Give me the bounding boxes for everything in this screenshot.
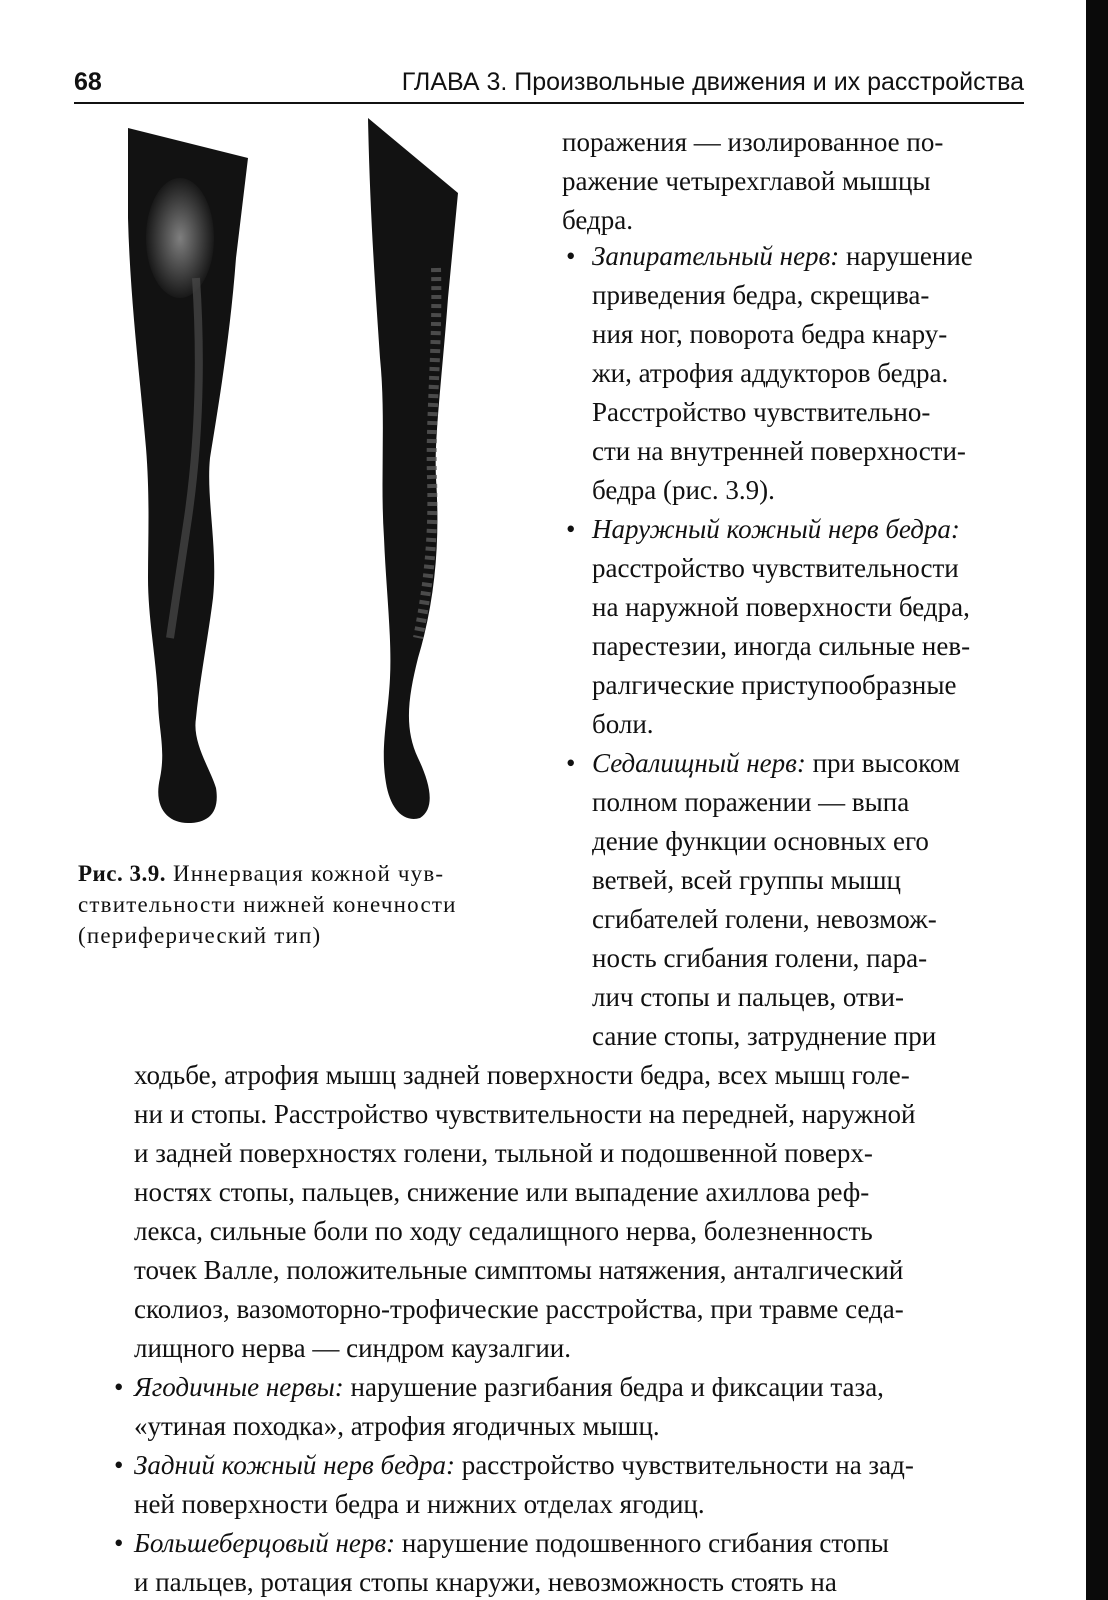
- term: Ягодичные нервы:: [134, 1372, 344, 1402]
- page-header: [74, 66, 1024, 104]
- text-line: расстройство чувствительности: [592, 553, 959, 583]
- text-line: «утиная походка», атрофия ягодичных мышц.: [134, 1411, 660, 1441]
- text-line: поражения — изолированное по-: [562, 127, 944, 157]
- caption-label: Рис. 3.9.: [78, 861, 167, 886]
- text-line: лекса, сильные боли по ходу седалищного нерва, болезненность: [134, 1216, 873, 1246]
- running-title: ГЛАВА 3. Произвольные движения и их расстройства: [401, 68, 1024, 96]
- list-item-first-line: Ягодичные нервы: нарушение разгибания бедра и фиксации таза,: [134, 1372, 884, 1402]
- bullet: •: [114, 1528, 124, 1558]
- text-line: бедра.: [562, 205, 633, 235]
- caption-line: ствительности нижней конечности: [78, 892, 457, 917]
- text-line: сти на внутренней поверхности-: [592, 436, 966, 466]
- text-line: бедра (рис. 3.9).: [592, 475, 775, 505]
- text-line: и задней поверхностях голени, тыльной и подошвенной поверх-: [134, 1138, 873, 1168]
- text-line: ния ног, поворота бедра кнару-: [592, 319, 948, 349]
- text-line: боли.: [592, 709, 654, 739]
- list-item-first-line: Запирательный нерв: нарушение: [592, 241, 973, 271]
- legs-figure: [118, 118, 478, 848]
- term: Запирательный нерв:: [592, 241, 840, 271]
- text-line: ни и стопы. Расстройство чувствительности на передней, наружной: [134, 1099, 916, 1129]
- figure-caption: [78, 858, 548, 951]
- caption-line: Иннервация кожной чув-: [172, 861, 445, 886]
- bullet: •: [566, 241, 576, 271]
- text-line: ходьбе, атрофия мышц задней поверхности бедра, всех мышц голе-: [134, 1060, 910, 1090]
- bullet: •: [566, 748, 576, 778]
- text-line: ветвей, всей группы мышц: [592, 865, 901, 895]
- page-number: 68: [74, 68, 102, 96]
- list-item-first-line: Задний кожный нерв бедра: расстройство чувствительности на зад-: [134, 1450, 914, 1480]
- text-line: Расстройство чувствительно-: [592, 397, 931, 427]
- text-line: парестезии, иногда сильные нев-: [592, 631, 971, 661]
- term: Наружный кожный нерв бедра:: [592, 514, 960, 544]
- text-line: лич стопы и пальцев, отви-: [592, 982, 904, 1012]
- scan-edge-bar: [1086, 0, 1108, 1600]
- text-line: лищного нерва — синдром каузалгии.: [134, 1333, 571, 1363]
- text-line: на наружной поверхности бедра,: [592, 592, 970, 622]
- text-line: приведения бедра, скрещива-: [592, 280, 930, 310]
- list-item-first-line: Большеберцовый нерв: нарушение подошвенного сгибания стопы: [134, 1528, 889, 1558]
- leg-side-silhouette: [368, 118, 458, 819]
- term: Большеберцовый нерв:: [134, 1528, 396, 1558]
- text-line: и пальцев, ротация стопы кнаружи, невозможность стоять на: [134, 1567, 837, 1597]
- text-line: ралгические приступообразные: [592, 670, 957, 700]
- text-line: сколиоз, вазомоторно-трофические расстройства, при травме седа-: [134, 1294, 904, 1324]
- text-line: ность сгибания голени, пара-: [592, 943, 928, 973]
- text-line: точек Валле, положительные симптомы натяжения, анталгический: [134, 1255, 904, 1285]
- bullet: •: [114, 1372, 124, 1402]
- text-line: ражение четырехглавой мышцы: [562, 166, 931, 196]
- term: Задний кожный нерв бедра:: [134, 1450, 456, 1480]
- bullet: •: [114, 1450, 124, 1480]
- text-line: ней поверхности бедра и нижних отделах ягодиц.: [134, 1489, 705, 1519]
- text-line: жи, атрофия аддукторов бедра.: [592, 358, 949, 388]
- text-line: полном поражении — выпа: [592, 787, 910, 817]
- caption-line: (периферический тип): [78, 923, 322, 948]
- list-item-first-line: Седалищный нерв: при высоком: [592, 748, 960, 778]
- list-item-first-line: [592, 511, 960, 547]
- thigh-patch: [146, 178, 214, 298]
- text-line: дение функции основных его: [592, 826, 929, 856]
- text-line: сгибателей голени, невозмож-: [592, 904, 937, 934]
- term: Седалищный нерв:: [592, 748, 806, 778]
- text-line: сание стопы, затруднение при: [592, 1021, 937, 1051]
- text-line: ностях стопы, пальцев, снижение или выпадение ахиллова реф-: [134, 1177, 870, 1207]
- bullet: •: [566, 514, 576, 544]
